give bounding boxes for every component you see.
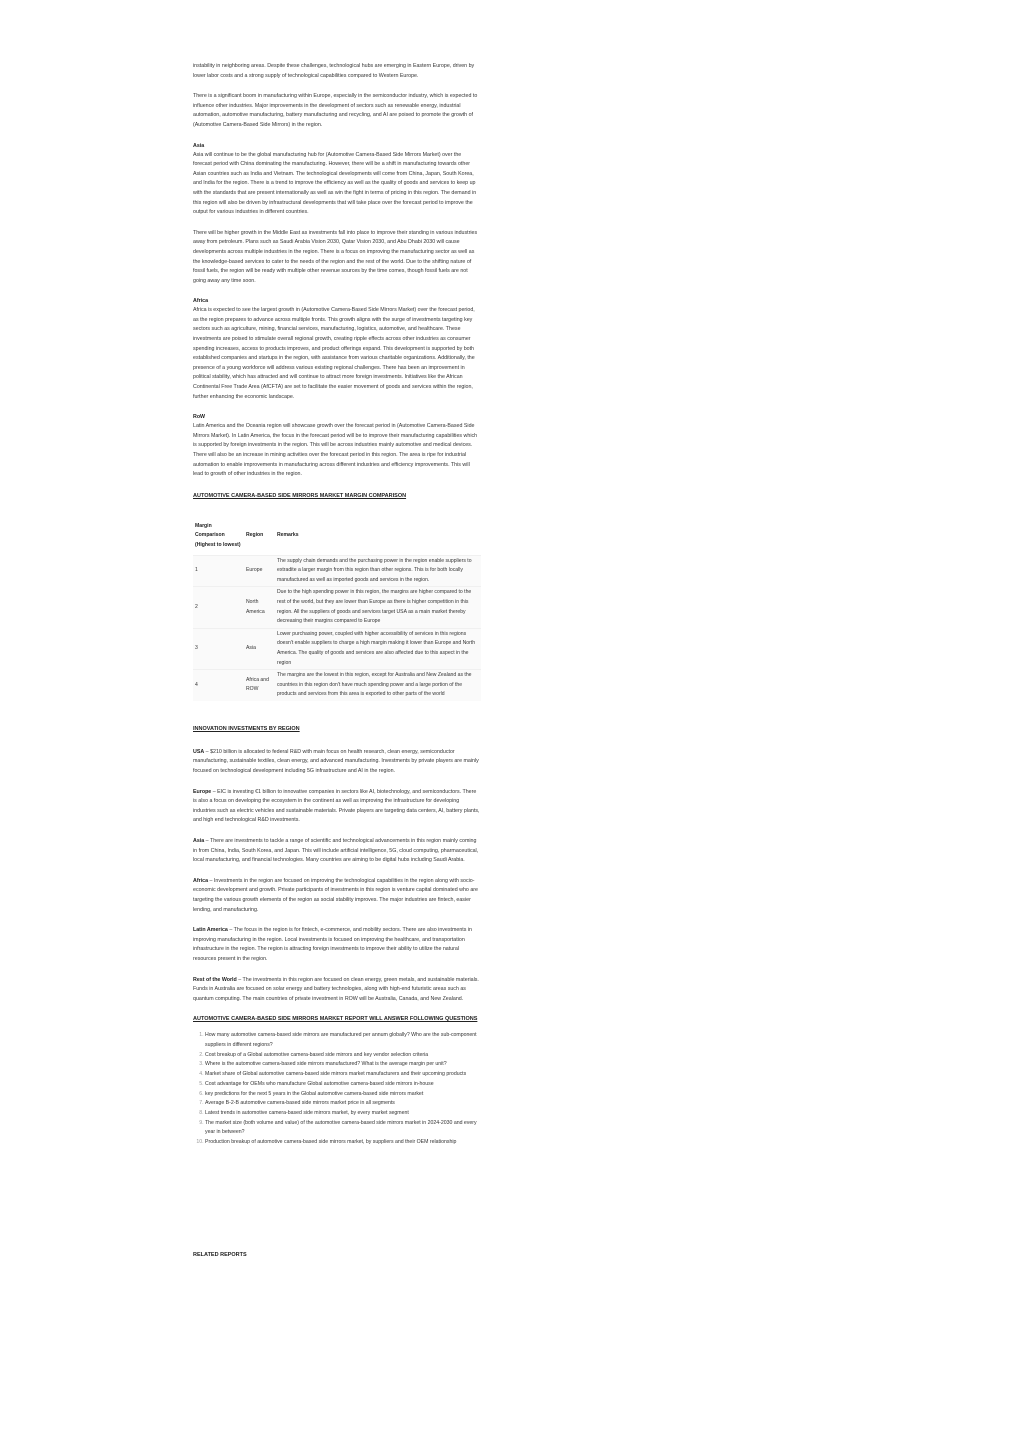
africa-title: Africa xyxy=(193,298,209,305)
intro-paragraph-1: instability in neighboring areas. Despite these challenges, technological hubs are emerging in Eastern Europe, driven by lower labor costs and a strong supply of technological capabilities compared to Western Europe. xyxy=(193,63,475,79)
row-title: RoW xyxy=(193,414,206,421)
innovation-item-text: – Investments in the region are focused on improving the technological capabilities in the region along with socio-economic development and growth. Private participants of investments in this region is venture capital dominated who are targeting the various growth elements of the region as social stability improves. The major industries are fintech, easier lending, and manufacturing. xyxy=(193,877,479,913)
cell-remarks: Lower purchasing power, coupled with higher accessibility of services in this regions doesn't enable suppliers to charge a high margin making it lower than Europe and North America. The quality of goods and services are also affected due to this aspect in the region xyxy=(277,630,476,666)
innovation-item-label: Africa xyxy=(193,877,209,884)
cell-rank: 2 xyxy=(195,603,198,610)
innovation-item-text: – EIC is investing €1 billion to innovative companies in sectors like AI, biotechnology, and semiconductors. There is also a focus on developing the ecosystem in the continent as well as improving the infrastructure for developing industries such as electric vehicles and sustainable materials. Private players are targeting data centers, AI, battery plants, and high end technological R&D investments. xyxy=(193,788,480,824)
list-item: 2. Cost breakup of a Global automotive camera-based side mirrors and key vendor selection criteria xyxy=(205,1051,481,1061)
list-item: 5. Cost advantage for OEMs who manufacture Global automotive camera-based side mirrors in-house xyxy=(205,1080,481,1090)
header-remarks: Remarks xyxy=(277,532,299,539)
list-item: 9. The market size (both volume and value) of the automotive camera-based side mirrors market in 2024-2030 and every year in between? xyxy=(205,1119,481,1138)
cell-region: Africa and ROW xyxy=(246,676,269,693)
table-row xyxy=(193,628,481,669)
innovation-item-label: USA xyxy=(193,748,205,755)
table-header-row xyxy=(193,518,481,555)
cell-rank: 3 xyxy=(195,645,198,652)
list-item: 8. Latest trends in automotive camera-based side mirrors market, by every market segment xyxy=(205,1109,481,1119)
table-row xyxy=(193,555,481,587)
innovation-list xyxy=(193,748,481,1004)
innovation-item xyxy=(193,788,481,826)
questions-heading: AUTOMOTIVE CAMERA-BASED SIDE MIRRORS MARKET REPORT WILL ANSWER FOLLOWING QUESTIONS xyxy=(193,1016,478,1023)
list-item: 1. How many automotive camera-based side mirrors are manufactured per annum globally? Who are the sub-component suppliers in different regions? xyxy=(205,1031,481,1050)
table-row xyxy=(193,587,481,628)
list-item: 7. Average B-2-B automotive camera-based side mirrors market price in all segments xyxy=(205,1099,481,1109)
innovation-item xyxy=(193,877,481,915)
cell-region: Europe xyxy=(246,567,263,574)
list-item: 6. key predictions for the next 5 years in the Global automotive camera-based side mirrors market xyxy=(205,1090,481,1100)
innovation-item-text: – $210 billion is allocated to federal R&D with main focus on health research, clean energy, semiconductor manufacturing, sustainable textiles, clean energy, and advanced manufacturing. Investments by private players are mainly focused on technological development including 5G infrastructure and AI in the region. xyxy=(193,748,479,775)
innovation-item-text: – The focus in the region is for fintech, e-commerce, and mobility sectors. There are also investments in improving manufacturing in the region. Local investments is focused on improving the healthcare, and transportation infrastructure in the region. The region is attracting foreign investments to improve their ability to utilize the natural resources present in the region. xyxy=(193,927,473,962)
innovation-item-label: Asia xyxy=(193,838,205,845)
innovation-item-label: Europe xyxy=(193,788,212,795)
innovation-item-text: – There are investments to tackle a range of scientific and technological advancements in this region mainly coming in from China, India, South Korea, and Japan. This will include artificial intelligence, 5G, cloud computing, pharmaceutical, local manufacturing, and financial technologies. Many countries are aiming to be digital hubs including Saudi Arabia. xyxy=(193,838,479,864)
margin-comparison-heading: AUTOMOTIVE CAMERA-BASED SIDE MIRRORS MARKET MARGIN COMPARISON xyxy=(193,492,407,499)
cell-region: Asia xyxy=(246,645,256,652)
report-page xyxy=(193,62,481,1148)
related-reports-heading: RELATED REPORTS xyxy=(193,1252,247,1258)
cell-rank: 4 xyxy=(195,681,198,688)
margin-comparison-table xyxy=(193,518,481,701)
list-item: 3. Where is the automotive camera-based side mirrors manufactured? What is the average margin per unit? xyxy=(205,1060,481,1070)
asia-paragraph-2: There will be higher growth in the Middle East as investments fall into place to improve their standing in various industries away from petroleum. Plans such as Saudi Arabia Vision 2030, Qatar Vision 2030, and Abu Dhabi 2030 will cause developments across multiple industries in the region. There is a focus on improving the manufacturing sector as well as the knowledge-based services to cater to the needs of the region and the rest of the world. Due to the shifting nature of fossil fuels, the region will be ready with multiple other revenue sources by the time comes, though fossil fuels are not going away any time soon. xyxy=(193,229,478,284)
asia-paragraph-1: Asia will continue to be the global manufacturing hub for (Automotive Camera-Based Side Mirrors Market) over the forecast period with China dominating the manufacturing. However, there will be a shift in manufacturing towards other Asian countries such as India and Vietnam. The technological developments will come from China, Japan, South Korea, and India for the region. There is a trend to improve the efficiency as well as the quality of goods and services to keep up with the standards that are present internationally as well as win the fight in terms of pricing in this region. The demand in this region will also be driven by infrastructural developments that will take place over the forecast period to improve the output for various industries in different countries. xyxy=(193,151,477,216)
africa-paragraph: Africa is expected to see the largest growth in (Automotive Camera-Based Side Mirrors Market) over the forecast period, as the region prepares to advance across multiple fronts. This growth aligns with the surge of investments targeting key sectors such as agriculture, mining, financial services, manufacturing, logistics, automotive, and healthcare. These investments are poised to stimulate overall regional growth, creating ripple effects across other industries as consumer spending increases, access to products improves, and product offerings expand. This development is supported by both established companies and startups in the region, with assistance from various charitable organizations. Additionally, the presence of a young workforce will address various existing regional challenges. There has been an improvement in political stability, which has attracted and will continue to attract more foreign investments. Initiatives like the African Continental Free Trade Area (AfCFTA) are set to facilitate the easier movement of goods and services within the region, further enhancing the economic landscape. xyxy=(193,307,475,400)
innovation-item xyxy=(193,976,481,1005)
intro-paragraph-2: There is a significant boom in manufacturing within Europe, especially in the semiconductor industry, which is expected to influence other industries. Major improvements in the development of sectors such as renewable energy, industrial automation, automotive manufacturing, battery manufacturing and recycling, and AI are poised to promote the growth of (Automotive Camera-Based Side Mirrors) in the region. xyxy=(193,93,478,128)
cell-remarks: The margins are the lowest in this region, except for Australia and New Zealand as the countries in this region don't have much spending power and a large portion of the products and services from this area is exported to other parts of the world xyxy=(277,672,472,698)
header-region: Region xyxy=(246,532,264,539)
cell-remarks: Due to the high spending power in this region, the margins are higher compared to the rest of the world, but they are lower than Europe as there is higher competition in this region. All the suppliers of goods and services target USA as a main market thereby decreasing their margins compared to Europe xyxy=(277,589,472,625)
innovation-heading: INNOVATION INVESTMENTS BY REGION xyxy=(193,725,300,732)
innovation-item xyxy=(193,748,481,777)
header-margin: Margin Comparison (Highest to lowest) xyxy=(195,522,241,548)
innovation-item xyxy=(193,837,481,866)
cell-rank: 1 xyxy=(195,567,198,574)
questions-list xyxy=(193,1031,481,1147)
table-row xyxy=(193,670,481,701)
asia-title: Asia xyxy=(193,142,205,149)
innovation-item-label: Rest of the World xyxy=(193,976,237,983)
innovation-item-text: – The investments in this region are focused on clean energy, green metals, and sustainable materials. Funds in Australia are focused on solar energy and battery technologies, along with high-end futuristic areas such as quantum computing. The main countries of private investment in ROW will be Australia, Canada, and New Zealand. xyxy=(193,976,479,1002)
innovation-item-label: Latin America xyxy=(193,927,228,934)
list-item: 4. Market share of Global automotive camera-based side mirrors market manufacturers and their upcoming products xyxy=(205,1070,481,1080)
row-paragraph: Latin America and the Oceania region will showcase growth over the forecast period in (Automotive Camera-Based Side Mirrors Market). In Latin America, the focus in the forecast period will be to improve their manufacturing capabilities which is supported by foreign investments in the region. This will be across industries mainly automotive and medical devices. There will also be an increase in mining activities over the forecast period in this region. The area is ripe for industrial automation to enable improvements in manufacturing across different industries and efficiency improvements. This will lead to growth of other industries in the region. xyxy=(193,423,478,478)
cell-remarks: The supply chain demands and the purchasing power in the region enable suppliers to extradite a larger margin from this region than other regions. This is for both locally manufactured as well as imported goods and services in the region. xyxy=(277,557,472,583)
list-item: 10. Production breakup of automotive camera-based side mirrors market, by suppliers and their OEM relationship xyxy=(205,1138,481,1148)
innovation-item xyxy=(193,926,481,964)
cell-region: North America xyxy=(246,598,265,615)
